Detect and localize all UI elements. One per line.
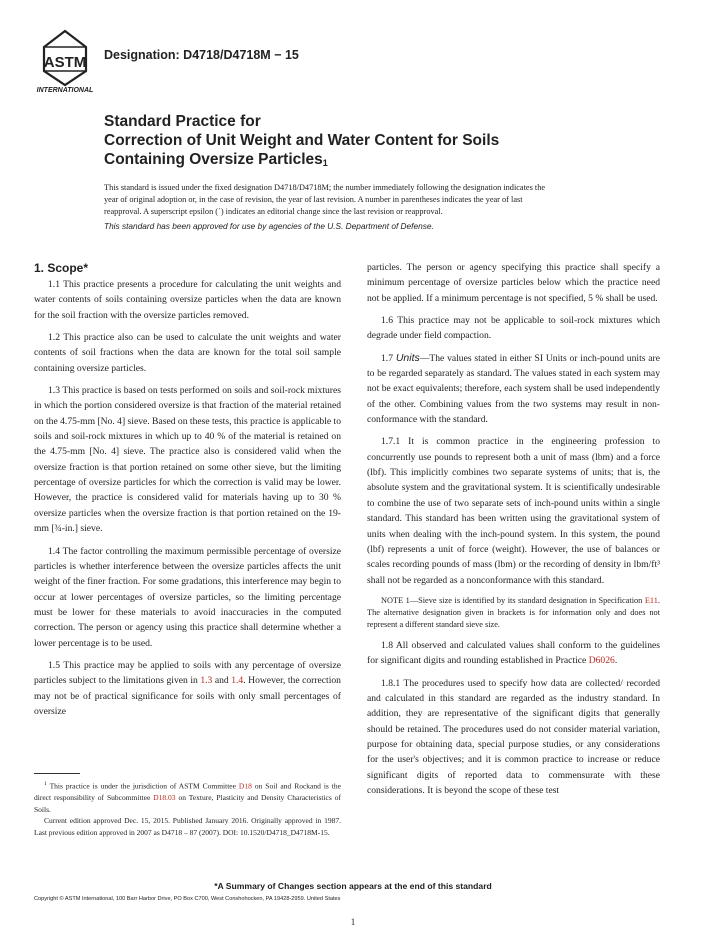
paragraph-1-8 (367, 638, 660, 669)
link-d18-03[interactable]: D18.03 (153, 793, 176, 802)
link-d6026[interactable]: D6026 (588, 655, 615, 667)
link-e11[interactable]: E11 (644, 595, 658, 605)
designation: Designation: D4718/D4718M − 15 (104, 48, 299, 62)
footnote-1-text: This practice is under the jurisdiction of ASTM Committee (46, 781, 239, 791)
paragraph-1-5 (34, 658, 341, 719)
footnote-rule (34, 773, 80, 774)
logo-subtext: INTERNATIONAL (36, 87, 94, 93)
paragraph-1-7 (367, 351, 660, 428)
paragraph-1-1: 1.1 This practice presents a procedure for calculating the unit weights and water contents of soils containing oversize particles when the data are known for the soil fraction with the oversize particles removed. (34, 279, 341, 321)
summary-note: *A Summary of Changes section appears at the end of this standard (214, 881, 492, 891)
issue-note: This standard is issued under the fixed designation D4718/D4718M; the number immediately following the designation indicates the year of original adoption or, in the case of revision, the year of last revision. A number in parentheses indicates the year of last reapproval. A superscript epsilon (´) indicates an editorial change since the last revision or reapproval. (104, 183, 546, 216)
footnote-1-tail: on Texture, Plasticity and Density Characteristics of Soils. (34, 793, 341, 814)
left-column (34, 260, 341, 726)
paragraph-1-2: 1.2 This practice also can be used to calculate the unit weights and water contents of soil fractions when the data are known for the total soil sample containing oversize particles. (34, 332, 341, 374)
section-heading: 1. Scope* (34, 261, 89, 275)
title-block (104, 112, 624, 173)
title-line-3-text: Containing Oversize Particles (104, 151, 323, 168)
paragraph-1-6: 1.6 This practice may not be applicable to soil-rock mixtures which degrade under field compaction. (367, 315, 660, 342)
paragraph-1-5-continued: particles. The person or agency specifying this practice shall specify a minimum percentage of oversize particles below which the practice need not be applied. If a minimum percentage is not specified, 5 % shall be used. (367, 262, 660, 304)
units-heading: Units (395, 351, 420, 364)
footnote-1 (34, 779, 341, 815)
paragraph-1-5-text: 1.5 This practice may be applied to soils with any percentage of oversize particles subject to the limitations given in (34, 659, 341, 687)
title-line-1: Standard Practice for (104, 113, 261, 130)
footnote-1-mid: on Soil and Rockand is the direct responsibility of Subcommittee (34, 781, 341, 802)
link-1-4[interactable]: 1.4 (231, 675, 244, 687)
link-1-3[interactable]: 1.3 (200, 675, 213, 687)
copyright: Copyright © ASTM International, 100 Barr Harbor Drive, PO Box C700, West Conshohocken, PA 19428-2959. United States (34, 896, 341, 902)
paragraph-1-7-1: 1.7.1 It is common practice in the engineering profession to concurrently use pounds to represent both a unit of mass (lbm) and a force (lbf). This implicitly combines two separate systems of units; that is, the absolute system and the gravitational system. It is scientifically undesirable to combine the use of two separate sets of inch-pound units within a single standard. This standard has been written using the gravitational system of units when dealing with the inch-pound system. In this system, the pound (lbf) represents a unit of force (weight). However, the use of balances or scales recording pounds of mass (lbm) or the recording of density in lbm/ft³ shall not be regarded as a nonconformance with this standard. (367, 436, 660, 586)
link-d18[interactable]: D18 (238, 781, 252, 791)
astm-logo-mark (30, 27, 100, 93)
paragraph-1-7-text: —The values stated in either SI Units or inch-pound units are to be regarded separately as standard. The values stated in each system may not be exact equivalents; therefore, each system shall be used independently of the other. Combining values from the two systems may result in non-conformance with the standard. (367, 352, 660, 426)
paragraph-1-8-end: . (614, 655, 618, 667)
title-line-3 (104, 150, 624, 173)
footnote-2: Current edition approved Dec. 15, 2015. Published January 2016. Originally approved in 1987. Last previous edition approved in 2007 as D4718 – 87 (2007). DOI: 10.1520/D4718_D4718M-15. (34, 816, 341, 837)
title-footnote-mark: 1 (322, 158, 328, 168)
page-number: 1 (350, 917, 356, 927)
note-1 (367, 595, 660, 631)
footnote (34, 779, 341, 838)
paragraph-1-8-text: 1.8 All observed and calculated values shall conform to the guidelines for significant digits and rounding established in Practice (367, 639, 660, 667)
paragraph-1-7-number: 1.7 (381, 352, 396, 364)
logo-text: ASTM (43, 54, 87, 71)
paragraph-1-5-and: and (212, 675, 232, 687)
note-1-tail: . The alternative designation given in brackets is for information only and does not represent a different standard sieve size. (367, 595, 660, 629)
paragraph-1-5-tail: . However, the correction may not be of practical significance for soils with only small percentages of oversize (34, 675, 341, 717)
right-column (367, 260, 660, 805)
note-1-text: NOTE 1—Sieve size is identified by its standard designation in Specification (381, 595, 645, 605)
title-line-2: Correction of Unit Weight and Water Content for Soils (104, 132, 500, 149)
approval-note: This standard has been approved for use by agencies of the U.S. Department of Defense. (104, 221, 434, 231)
paragraph-1-3: 1.3 This practice is based on tests performed on soils and soil-rock mixtures in which the portion considered oversize is that fraction of the material retained on the 4.75-mm [No. 4] sieve. Based on these tests, this practice is applicable to soils and soil-rock mixtures in which up to 40 % of the material is retained on the 4.75-mm [No. 4] sieve. The practice also is considered valid when the oversize fraction is that portion retained on some other sieve, but the limiting percentage of oversize particles for which the correction is valid may be lower. However, the practice is considered valid for materials having up to 30 % oversize particles when the oversize fraction is that portion retained on the 19-mm [¾-in.] sieve. (34, 385, 341, 535)
paragraph-1-8-1: 1.8.1 The procedures used to specify how data are collected/ recorded and calculated in this standard are regarded as the industry standard. In addition, they are representative of the significant digits that generally should be retained. The procedures used do not consider material variation, purpose for obtaining data, special purpose studies, or any considerations for the user's objectives; and it is common practice to increase or reduce significant digits of reported data to commensurate with these considerations. It is beyond the scope of these test (367, 677, 660, 796)
paragraph-1-4: 1.4 The factor controlling the maximum permissible percentage of oversize particles is whether interference between the oversize particles affects the unit weight of the finer fraction. For some gradations, this interference may begin to occur at lower percentages of oversize particles, so the limiting percentage must be lower for these materials to avoid inaccuracies in the computed correction. The person or agency using this practice shall determine whether a lower percentage is to be used. (34, 545, 341, 649)
astm-logo (30, 27, 100, 93)
footnote-mark: 1 (44, 781, 47, 787)
